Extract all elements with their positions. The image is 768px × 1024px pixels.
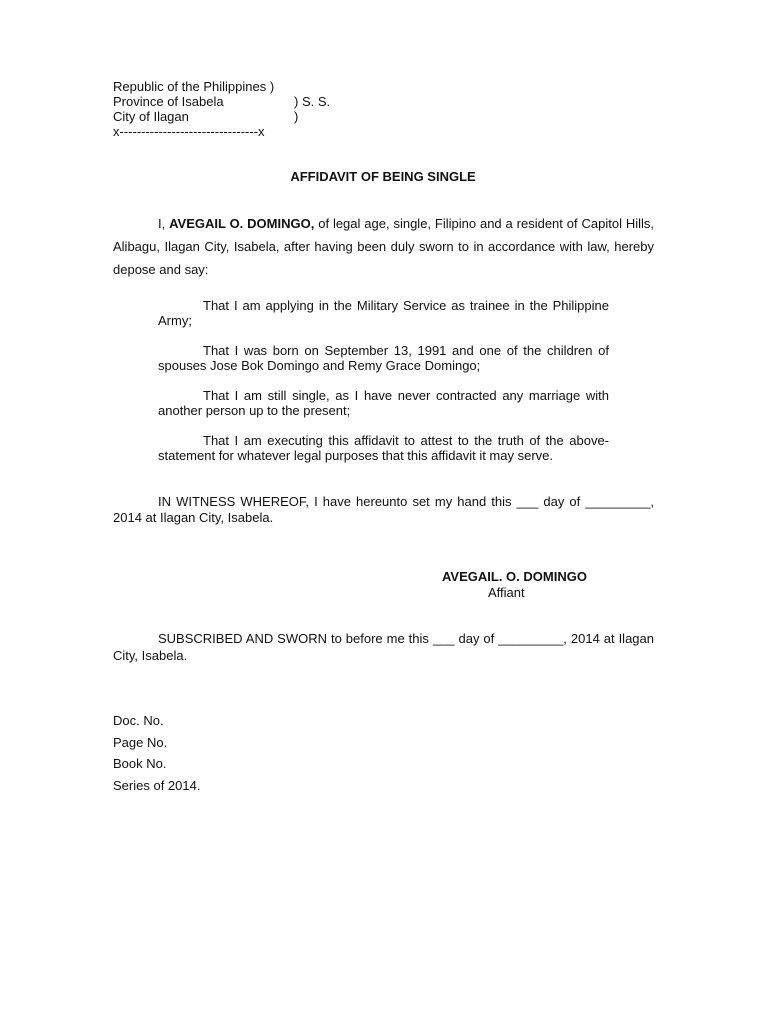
venue-city-mark: ) <box>294 109 299 124</box>
venue-city-label: City of Ilagan <box>113 109 189 124</box>
statement-paragraph: That I am still single, as I have never contracted any marriage with another person up to the present; <box>158 388 609 418</box>
statement-paragraph: That I was born on September 13, 1991 and one of the children of spouses Jose Bok Domingo and Remy Grace Domingo; <box>158 343 609 373</box>
intro-paragraph <box>113 212 654 281</box>
notary-register-block <box>113 710 200 796</box>
signature-role: Affiant <box>488 585 525 600</box>
venue-province-label: Province of Isabela <box>113 94 224 109</box>
document-title-text: AFFIDAVIT OF BEING SINGLE <box>290 169 476 184</box>
jurat-paragraph: SUBSCRIBED AND SWORN to before me this ___ day of _________, 2014 at Ilagan City, Isabela. <box>113 631 654 663</box>
notary-doc-no: Doc. No. <box>113 713 164 728</box>
signature-name: AVEGAIL. O. DOMINGO <box>442 569 587 584</box>
affiant-name-inline: AVEGAIL O. DOMINGO, <box>169 216 315 231</box>
venue-republic-text: Republic of the Philippines ) <box>113 79 275 94</box>
intro-prefix: I, <box>158 216 170 231</box>
statement-paragraph: That I am executing this affidavit to attest to the truth of the above-statement for whatever legal purposes that this affidavit it may serve. <box>158 433 609 463</box>
statement-paragraph: That I am applying in the Military Service as trainee in the Philippine Army; <box>158 298 609 328</box>
venue-block <box>113 79 331 124</box>
venue-separator: x--------------------------------x <box>113 124 265 139</box>
venue-province <box>113 94 331 109</box>
witness-paragraph: IN WITNESS WHEREOF, I have hereunto set my hand this ___ day of _________, 2014 at Ilagan City, Isabela. <box>113 494 654 525</box>
intro-text: of legal age, single, Filipino and a resident of Capitol Hills, Alibagu, Ilagan City, Isabela, after having been duly sworn to in accordance with law, hereby depose and say: <box>113 216 654 277</box>
venue-republic <box>113 79 274 94</box>
notary-page-no: Page No. <box>113 734 168 750</box>
venue-ss-mark: ) S. S. <box>294 94 331 109</box>
venue-city <box>113 109 299 124</box>
notary-book-no: Book No. <box>113 756 167 771</box>
document-title <box>0 169 768 184</box>
notary-series: Series of 2014. <box>113 777 201 793</box>
